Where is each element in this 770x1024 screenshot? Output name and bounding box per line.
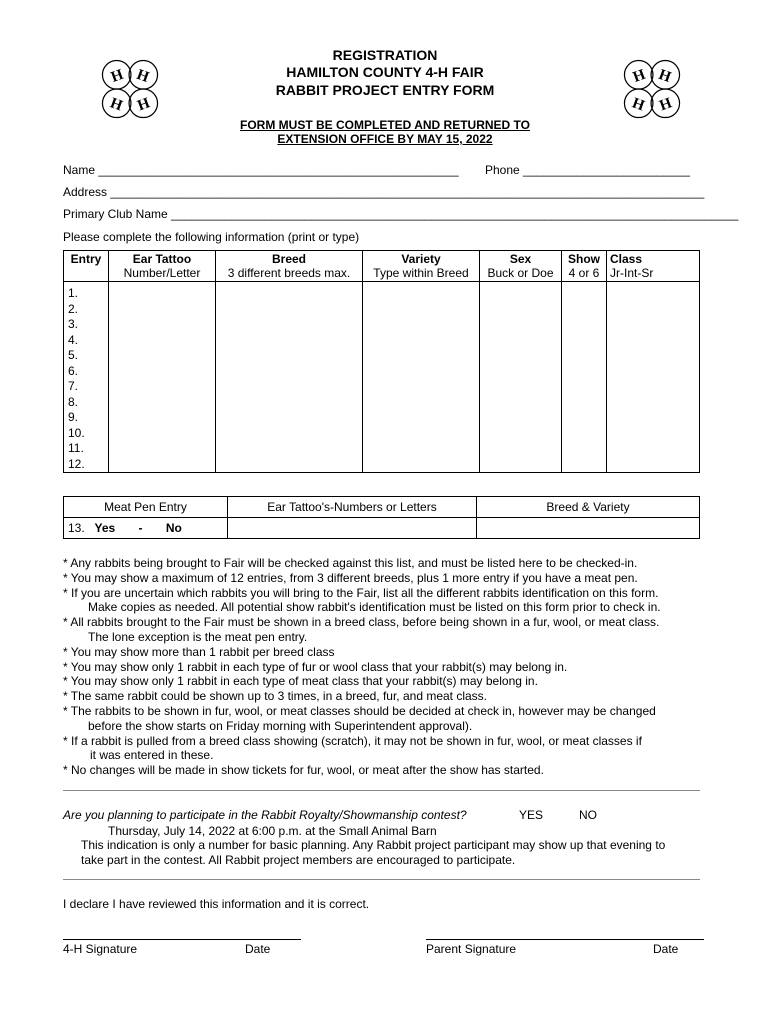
entry-row-number: 1. [68,286,79,300]
meat-pen-choice[interactable]: 13. Yes - No [64,518,228,539]
entry-table [63,250,700,473]
entry-row-number: 9. [68,410,79,424]
col-ear-tattoo: Ear Tattoo Number/Letter [109,251,216,282]
rule-line: * The rabbits to be shown in fur, wool, or meat classes should be decided at check in, however may be changed [63,703,656,718]
entry-row-number: 2. [68,301,79,316]
entry-row-number: 6. [68,363,79,378]
address-field[interactable]: Address _________________________________________________________________________________________ [63,185,705,199]
svg-text:H: H [629,94,647,115]
phone-field[interactable]: Phone _________________________ [485,163,690,177]
form-title-registration: REGISTRATION [332,47,438,63]
contest-date: Thursday, July 14, 2022 at 6:00 p.m. at the Small Animal Barn [108,824,437,838]
meat-pen-header [64,497,700,518]
sex-cell[interactable] [480,282,562,473]
col-meat-pen-entry: Meat Pen Entry [64,497,228,518]
col-entry: Entry [64,251,109,282]
due-notice-line1: FORM MUST BE COMPLETED AND RETURNED TO [240,118,530,132]
parent-signature-label: Parent Signature [426,942,517,956]
divider-1 [63,790,700,791]
svg-text:H: H [135,94,153,115]
rule-line: * You may show a maximum of 12 entries, from 3 different breeds, plus 1 more entry if you have a meat pen. [63,570,638,585]
meat-no-option[interactable]: No [165,521,182,535]
rule-line: The lone exception is the meat pen entry. [88,629,308,644]
meat-breed-variety-cell[interactable] [477,518,700,539]
meat-yes-option[interactable]: Yes [94,521,116,535]
rule-line: * If a rabbit is pulled from a breed class showing (scratch), it may not be shown in fur, wool, or meat classes if [63,733,642,748]
instructions-text: Please complete the following information (print or type) [63,230,360,244]
entry-row-number: 10. [68,425,85,440]
show-cell[interactable] [562,282,607,473]
rule-line: * The same rabbit could be shown up to 3 times, in a breed, fur, and meat class. [63,689,488,704]
entry-row-number: 7. [68,379,79,393]
svg-text:H: H [630,65,648,86]
meat-ear-tattoo-cell[interactable] [228,518,477,539]
rule-line: * If you are uncertain which rabbits you will bring to the Fair, list all the different rabbits identification on this form. [63,585,659,600]
rule-line: * You may show only 1 rabbit in each type of fur or wool class that your rabbit(s) may belong in. [63,659,568,674]
contest-info-line1: This indication is only a number for basic planning. Any Rabbit project participant may show up that evening to [81,838,666,852]
member-date-label: Date [245,942,271,956]
ear-tattoo-cell[interactable] [109,282,216,473]
meat-pen-table [63,496,700,539]
entry-row-number: 5. [68,348,79,362]
entry-row-number: 3. [68,317,79,331]
entry-row-number: 12. [68,456,85,471]
entry-table-header [64,251,700,282]
svg-text:H: H [134,65,152,86]
col-class: Class Jr-Int-Sr [607,251,700,282]
col-meat-breed-variety: Breed & Variety [477,497,700,518]
col-variety: Variety Type within Breed [363,251,480,282]
variety-cell[interactable] [363,282,480,473]
entry-row-number: 8. [68,394,79,409]
col-show: Show 4 or 6 [562,251,607,282]
meat-pen-row [64,518,700,539]
entry-numbers [64,282,109,473]
col-meat-ear-tattoo: Ear Tattoo's-Numbers or Letters [228,497,477,518]
rule-line: * You may show more than 1 rabbit per breed class [63,644,335,659]
contest-question: Are you planning to participate in the Rabbit Royalty/Showmanship contest? [63,808,467,822]
svg-text:H: H [107,94,125,115]
due-notice-line2: EXTENSION OFFICE BY MAY 15, 2022 [277,132,493,146]
declaration-text: I declare I have reviewed this information and it is correct. [63,897,370,911]
rule-line: * You may show only 1 rabbit in each type of meat class that your rabbit(s) may belong in. [63,674,538,689]
svg-text:H: H [656,65,674,86]
rule-line: * All rabbits brought to the Fair must be shown in a breed class, before being shown in a fur, wool, or meat class. [63,615,660,630]
contest-no-option[interactable]: NO [579,808,597,822]
contest-yes-option[interactable]: YES [519,808,544,822]
member-signature-line[interactable] [63,939,301,940]
name-field[interactable]: Name ______________________________________________________ [63,163,459,177]
contest-info-line2: take part in the contest. All Rabbit project members are encouraged to participate. [81,853,516,867]
col-sex: Sex Buck or Doe [480,251,562,282]
svg-text:H: H [657,94,675,115]
form-title-project: RABBIT PROJECT ENTRY FORM [275,82,495,98]
rules-list [63,556,723,778]
rule-line: before the show starts on Friday morning with Superintendent approval). [88,718,473,733]
class-cell[interactable] [607,282,700,473]
rule-line: it was entered in these. [90,748,214,763]
form-title-fair: HAMILTON COUNTY 4-H FAIR [286,64,484,80]
entry-row-number: 11. [68,441,84,455]
parent-signature-line[interactable] [426,939,704,940]
entry-table-body [64,282,700,473]
svg-text:H: H [108,65,126,86]
divider-2 [63,879,700,880]
rule-line: Make copies as needed. All potential show rabbit's identification must be listed on this form prior to check in. [88,600,661,615]
club-field[interactable]: Primary Club Name _____________________________________________________________________________________ [63,207,739,221]
parent-date-label: Date [653,942,679,956]
breed-cell[interactable] [216,282,363,473]
entry-row-number: 4. [68,332,79,347]
col-breed: Breed 3 different breeds max. [216,251,363,282]
rule-line: * No changes will be made in show tickets for fur, wool, or meat after the show has started. [63,763,544,778]
rule-line: * Any rabbits being brought to Fair will be checked against this list, and must be listed here to be checked-in. [63,556,638,570]
member-signature-label: 4-H Signature [63,942,138,956]
